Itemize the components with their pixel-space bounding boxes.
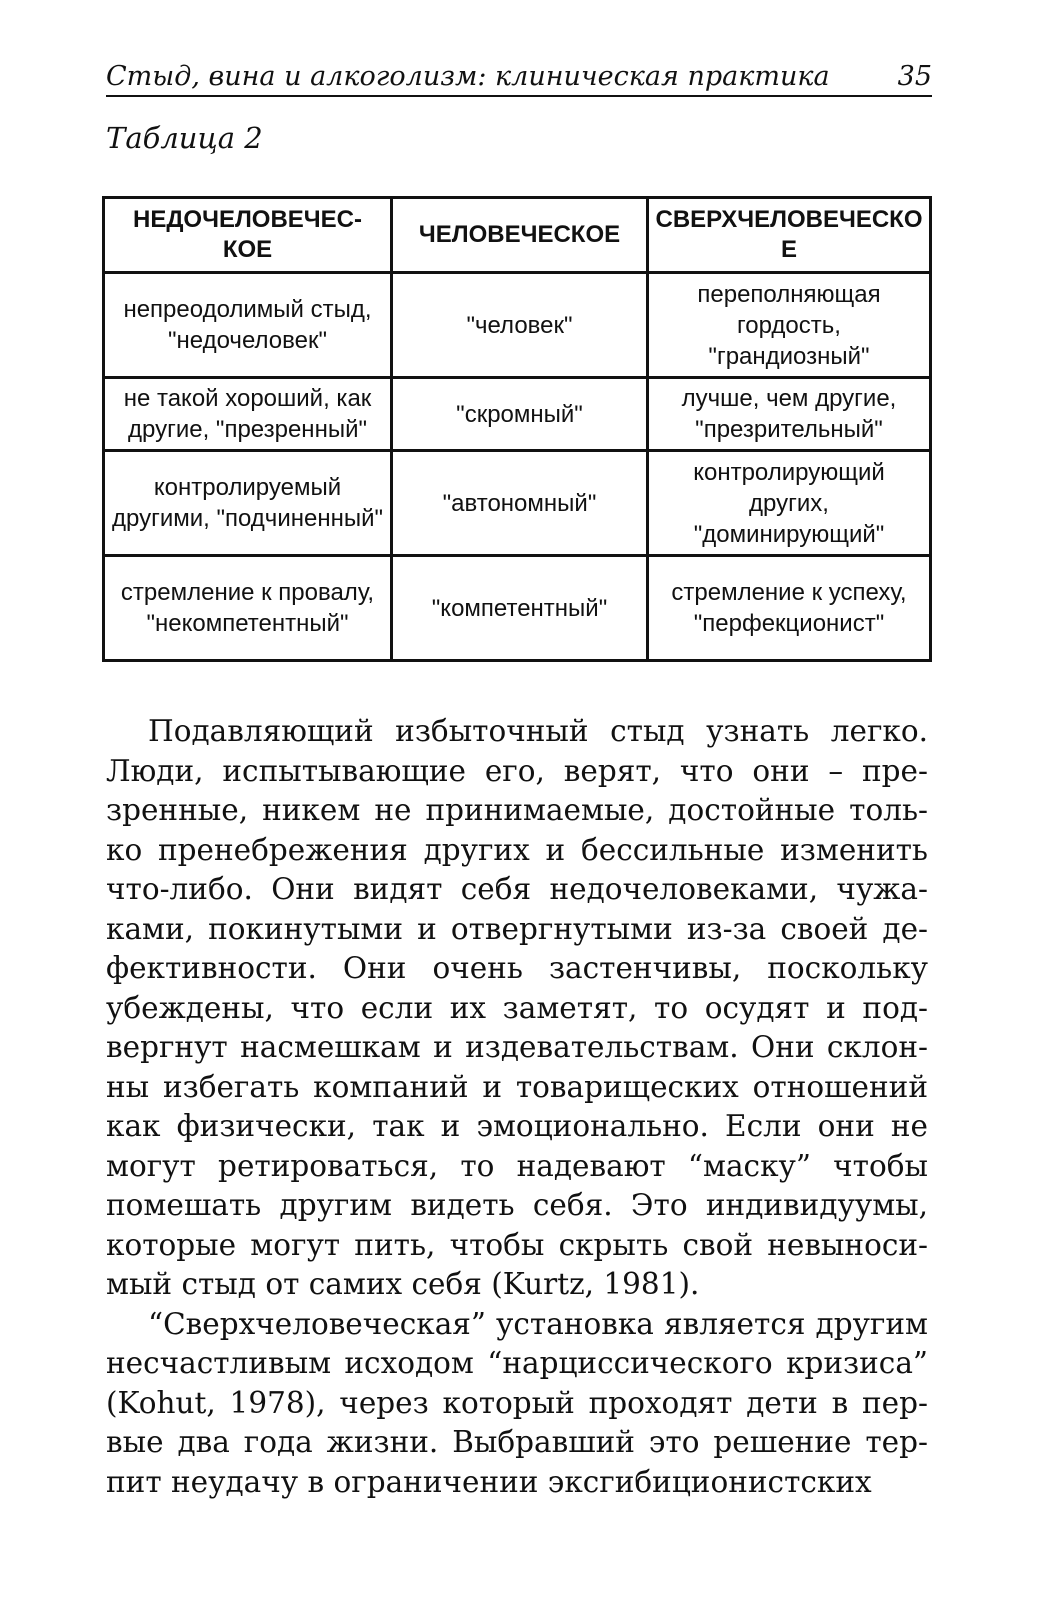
comparison-table bbox=[102, 196, 932, 662]
body-text bbox=[106, 712, 928, 1502]
column-header-human: ЧЕЛОВЕЧЕСКОЕ bbox=[392, 198, 648, 273]
running-header bbox=[106, 55, 932, 97]
cell-superhuman: лучше, чем другие, "презрительный" bbox=[648, 378, 931, 451]
cell-human: "человек" bbox=[392, 273, 648, 378]
cell-subhuman: непреодолимый стыд, "недочеловек" bbox=[104, 273, 392, 378]
page-number: 35 bbox=[897, 61, 932, 92]
table-row bbox=[104, 451, 931, 556]
cell-superhuman: контролирующий других, "доминирующий" bbox=[648, 451, 931, 556]
cell-subhuman: контролируемый другими, "подчиненный" bbox=[104, 451, 392, 556]
paragraph: “Сверхчеловеческая” установка является другим несчастливым исходом “нарциссического кризиса” (Kohut, 1978), через который проходят дети в первые два года жизни. Выбравший это решение терпит неудачу в ограничении эксгибиционистских bbox=[106, 1306, 928, 1499]
column-header-superhuman: СВЕРХЧЕЛОВЕЧЕСКОЕ bbox=[648, 198, 931, 273]
cell-human: "скромный" bbox=[392, 378, 648, 451]
cell-subhuman: стремление к провалу, "некомпетентный" bbox=[104, 556, 392, 661]
cell-superhuman: переполняющая гордость, "грандиозный" bbox=[648, 273, 931, 378]
running-header-title: Стыд, вина и алкоголизм: клиническая практика bbox=[106, 61, 830, 92]
table-row bbox=[104, 378, 931, 451]
table-header-row bbox=[104, 198, 931, 273]
cell-subhuman: не такой хороший, как другие, "презренный" bbox=[104, 378, 392, 451]
column-header-subhuman: НЕДОЧЕЛОВЕЧЕС-КОЕ bbox=[104, 198, 392, 273]
cell-superhuman: стремление к успеху, "перфекционист" bbox=[648, 556, 931, 661]
table-row bbox=[104, 273, 931, 378]
cell-human: "компетентный" bbox=[392, 556, 648, 661]
cell-human: "автономный" bbox=[392, 451, 648, 556]
table-row bbox=[104, 556, 931, 661]
table-caption: Таблица 2 bbox=[106, 121, 263, 155]
paragraph: Подавляющий избыточный стыд узнать легко. Люди, испытывающие его, верят, что они – презренные, никем не принимаемые, достойные только пренебрежения других и бессильные изменить что-либо. Они видят себя недочеловеками, чужаками, покинутыми и отвергнутыми из-за своей дефективности. Они очень застенчивы, поскольку убеждены, что если их заметят, то осудят и подвергнут насмешкам и издевательствам. Они склонны избегать компаний и товарищеских отношений как физически, так и эмоционально. Если они не могут ретироваться, то надевают “маску” чтобы помешать другим видеть себя. Это индивидуумы, которые могут пить, чтобы скрыть свой невыносимый стыд от самих себя (Kurtz, 1981). bbox=[106, 714, 928, 1301]
